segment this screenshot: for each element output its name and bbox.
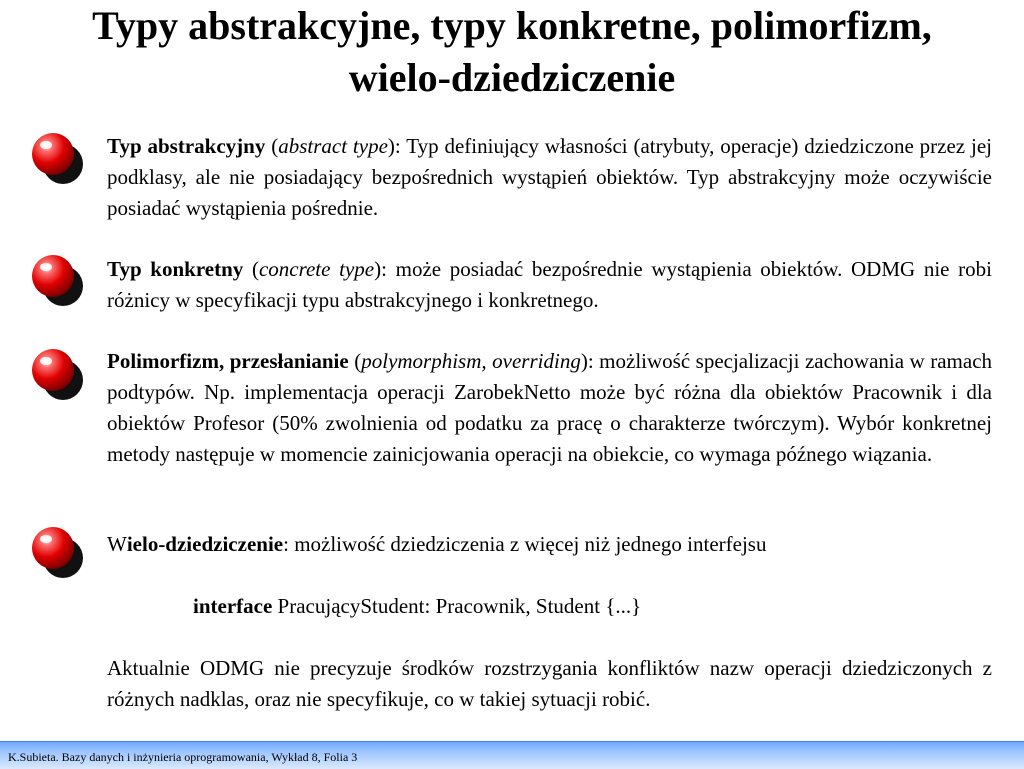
paragraph-polymorphism — [107, 346, 992, 470]
paragraph-concrete-type — [107, 254, 992, 316]
term-concrete-type-english: concrete type — [258, 257, 375, 281]
paren-open: ( — [265, 134, 279, 158]
paragraph-abstract-type — [107, 131, 992, 224]
paren-open: ( — [243, 257, 259, 281]
footer-bar — [0, 741, 1024, 769]
term-abstract-type-english: abstract type — [278, 134, 388, 158]
red-ball-bullet-icon — [29, 522, 85, 580]
definition-polymorphism: ): możliwość specjalizacji zachowania w ramach podtypów. Np. implementacja operacji ZarobekNetto może być różna dla obiektów Pracownik i dla obiektów Profesor (50% zwolnienia od podatku za pracę o charakterze twórczym). Wybór konkretnej metody następuje w momencie zainicjowania operacji na obiekcie, co wymaga późnego wiązania. — [107, 349, 993, 466]
title-line-1: Typy abstrakcyjne, typy konkretne, polimorfizm, — [92, 3, 932, 48]
title-line-2: wielo-dziedziczenie — [348, 55, 676, 100]
term-abstract-type: Typ abstrakcyjny — [107, 134, 266, 158]
interface-keyword: interface — [193, 594, 273, 618]
red-ball-bullet-icon — [29, 128, 85, 186]
definition-multiple-inheritance: : możliwość dziedziczenia z więcej niż jednego interfejsu — [283, 532, 767, 556]
paragraph-multiple-inheritance — [107, 529, 992, 560]
definition-concrete-type: ): może posiadać bezpośrednie wystąpienia obiektów. ODMG nie robi różnicy w specyfikacji typu abstrakcyjnego i konkretnego. — [107, 257, 992, 312]
paren-open: ( — [348, 349, 362, 373]
interface-declaration: PracującyStudent: Pracownik, Student {...} — [272, 594, 642, 618]
interface-example — [193, 591, 641, 622]
paragraph-closing: Aktualnie ODMG nie precyzuje środków rozstrzygania konfliktów nazw operacji dziedziczonych z różnych nadklas, oraz nie specyfikuje, co w takiej sytuacji robić. — [107, 656, 992, 711]
term-concrete-type: Typ konkretny — [107, 257, 244, 281]
term-multiple-inheritance-initial: W — [107, 532, 127, 556]
term-multiple-inheritance: ielo-dziedziczenie — [126, 532, 284, 556]
definition-abstract-type: ): Typ definiujący własności (atrybuty, operacje) dziedziczone przez jej podklasy, ale nie posiadający bezpośrednich wystąpień obiektów. Typ abstrakcyjny może oczywiście posiadać wystąpienia pośrednie. — [107, 134, 992, 220]
term-polymorphism: Polimorfizm, przesłanianie — [107, 349, 349, 373]
red-ball-bullet-icon — [29, 250, 85, 308]
footer-caption: K.Subieta. Bazy danych i inżynieria oprogramowania, Wykład 8, Folia 3 — [8, 750, 358, 764]
page-title — [0, 0, 1024, 104]
term-polymorphism-english: polymorphism, overriding — [361, 349, 581, 373]
red-ball-bullet-icon — [29, 344, 85, 402]
